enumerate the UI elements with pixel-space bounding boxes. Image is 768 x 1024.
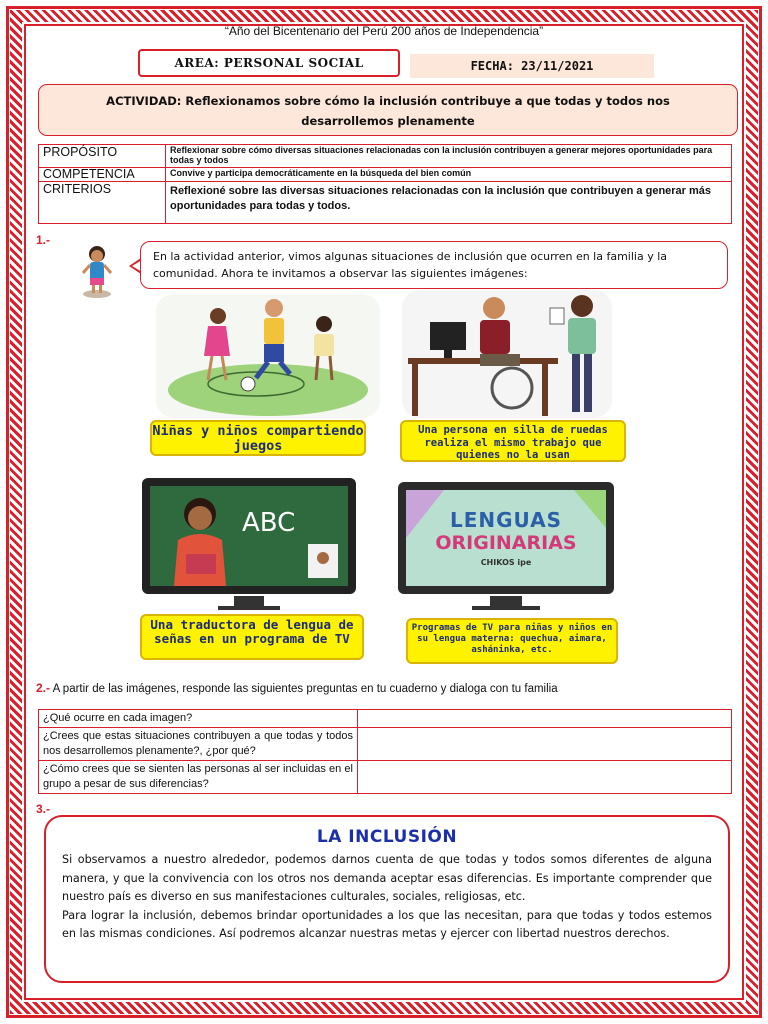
- meta-key: CRITERIOS: [39, 182, 166, 224]
- inclusion-paragraph-2: Para lograr la inclusión, debemos brindar oportunidades a los que las necesitan, para que todas y todos estemos en las mismas condiciones. Así podremos alcanzar nuestras metas y ejercer con libertad nuestros derechos.: [62, 908, 712, 940]
- inclusion-paragraph-1: Si observamos a nuestro alrededor, podemos darnos cuenta de que todas y todos somos diferentes de alguna manera, y que la convivencia con los otros nos demanda aceptar esas diferencias. Es importante comprender que nuestro país es diverso en sus manifestaciones culturales, sociales, religiosas, etc.: [62, 853, 712, 903]
- activity-prefix: ACTIVIDAD:: [106, 94, 182, 108]
- tv-title-line2: ORIGINARIAS: [435, 532, 577, 554]
- question-cell: ¿Qué ocurre en cada imagen?: [39, 710, 358, 728]
- table-row: [39, 182, 732, 224]
- tv-title-line1: LENGUAS: [449, 508, 563, 532]
- section-number-2: 2.-: [36, 681, 51, 695]
- bicentennial-motto: “Año del Bicentenario del Perú 200 años de Independencia”: [224, 24, 544, 38]
- table-row: [39, 168, 732, 182]
- table-row: [39, 710, 732, 728]
- questions-table: [38, 709, 732, 794]
- meta-key: COMPETENCIA: [39, 168, 166, 182]
- table-row: [39, 761, 732, 794]
- area-box: AREA: PERSONAL SOCIAL: [138, 49, 400, 77]
- meta-value: Reflexionar sobre cómo diversas situaciones relacionadas con la inclusión contribuyen a generar mejores oportunidades para todas y todos: [166, 145, 732, 168]
- caption-sign-language-tv: Una traductora de lengua de señas en un programa de TV: [140, 614, 364, 660]
- meta-value: Convive y participa democráticamente en la búsqueda del bien común: [166, 168, 732, 182]
- answer-cell[interactable]: [358, 728, 732, 761]
- caption-kids-playing: Niñas y niños compartiendo juegos: [150, 420, 366, 456]
- activity-box: [38, 84, 738, 136]
- tv-brand-logo: CHIKOS ipe: [480, 558, 532, 567]
- inclusion-title: LA INCLUSIÓN: [316, 827, 458, 847]
- section-number-1: 1.-: [36, 233, 51, 247]
- caption-wheelchair-worker: Una persona en silla de ruedas realiza el mismo trabajo que quienes no la usan: [400, 420, 626, 462]
- image-native-languages-tv: [394, 478, 618, 614]
- abc-board-text: ABC: [242, 508, 296, 538]
- image-sign-language-tv: [138, 474, 360, 614]
- table-row: [39, 728, 732, 761]
- image-kids-playing: [156, 294, 380, 418]
- caption-native-languages-tv: Programas de TV para niñas y niños en su lengua materna: quechua, aimara, asháninka, etc.: [406, 618, 618, 664]
- girl-character-illustration: [76, 243, 118, 299]
- answer-cell[interactable]: [358, 710, 732, 728]
- question-cell: ¿Crees que estas situaciones contribuyen a que todas y todos nos desarrollemos plenamente?, ¿por qué?: [39, 728, 358, 761]
- question-cell: ¿Cómo crees que se sienten las personas al ser incluidas en el grupo a pesar de sus diferencias?: [39, 761, 358, 794]
- section2-instructions: A partir de las imágenes, responde las siguientes preguntas en tu cuaderno y dialoga con tu familia: [52, 683, 558, 695]
- inclusion-box: [44, 815, 730, 983]
- meta-key: PROPÓSITO: [39, 145, 166, 168]
- image-wheelchair-worker: [402, 290, 612, 418]
- speech-bubble: En la actividad anterior, vimos algunas situaciones de inclusión que ocurren en la familia y la comunidad. Ahora te invitamos a observar las siguientes imágenes:: [140, 241, 728, 289]
- section2-intro: [36, 681, 558, 695]
- section-number-3: 3.-: [36, 802, 51, 816]
- table-row: [39, 145, 732, 168]
- meta-value: Reflexioné sobre las diversas situaciones relacionadas con la inclusión que contribuyen a generar más oportunidades para todas y todos.: [166, 182, 732, 224]
- activity-title: Reflexionamos sobre cómo la inclusión contribuye a que todas y todos nos desarrollemos plenamente: [185, 94, 670, 128]
- date-box: FECHA: 23/11/2021: [410, 54, 654, 78]
- answer-cell[interactable]: [358, 761, 732, 794]
- activity-info-table: [38, 144, 732, 224]
